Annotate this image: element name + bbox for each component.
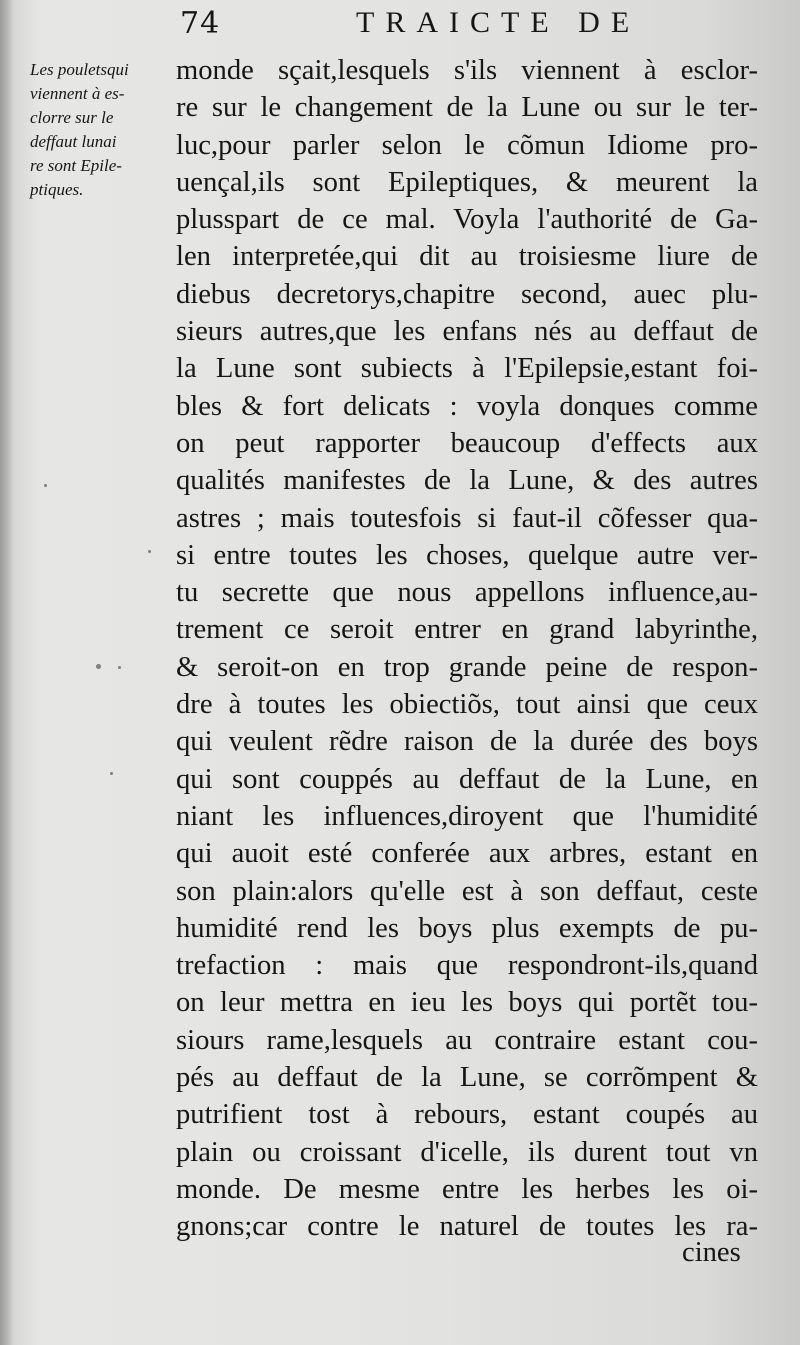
text-line: la Lune sont subiects à l'Epilepsie,estant foi- [176, 353, 758, 385]
marginal-note-line: re sont Epile- [30, 156, 122, 175]
text-line: son plain:alors qu'elle est à son deffaut, ceste [176, 875, 758, 907]
catchword: cines [682, 1237, 741, 1268]
marginal-note-line: Les pouletsqui [30, 60, 129, 79]
text-line: dre à toutes les obiectiõs, tout ainsi que ceux [176, 689, 758, 721]
marginal-note-line: clorre sur le [30, 108, 114, 127]
text-line: qui sont couppés au deffaut de la Lune, en [176, 763, 758, 795]
page-number: 74 [180, 6, 221, 41]
text-line: qui veulent rẽdre raison de la durée des boys [176, 726, 758, 758]
text-line: si entre toutes les choses, quelque autre ver- [176, 539, 758, 571]
ink-speck [96, 664, 101, 669]
body-text [176, 52, 758, 1246]
text-line: sieurs autres,que les enfans nés au deffaut de [176, 316, 758, 348]
text-line: trefaction : mais que respondront-ils,quand [176, 950, 758, 982]
ink-speck [44, 484, 47, 487]
ink-speck [118, 666, 121, 669]
gutter-shadow [0, 0, 14, 1345]
text-line: bles & fort delicats : voyla donques comme [176, 390, 758, 422]
text-line: re sur le changement de la Lune ou sur le ter- [176, 92, 758, 124]
text-line: uençal,ils sont Epileptiques, & meurent la [176, 166, 758, 198]
text-line: on peut rapporter beaucoup d'effects aux [176, 427, 758, 459]
text-line: len interpretée,qui dit au troisiesme liure de [176, 241, 758, 273]
text-line: qualités manifestes de la Lune, & des autres [176, 465, 758, 497]
text-line: luc,pour parler selon le cõmun Idiome pro- [176, 129, 758, 161]
text-line: monde sçait,lesquels s'ils viennent à esclor- [176, 55, 758, 86]
text-line: on leur mettra en ieu les boys qui portẽt tou- [176, 987, 758, 1019]
text-line: plain ou croissant d'icelle, ils durent tout vn [176, 1136, 758, 1168]
text-line: tu secrette que nous appellons influence,au- [176, 577, 758, 609]
text-line: monde. De mesme entre les herbes les oi- [176, 1173, 758, 1205]
marginal-note-line: deffaut lunai [30, 132, 117, 151]
text-line: qui auoit esté conferée aux arbres, estant en [176, 838, 758, 870]
text-line: & seroit-on en trop grande peine de respon- [176, 651, 758, 683]
text-line: astres ; mais toutesfois si faut-il cõfesser qua- [176, 502, 758, 534]
marginal-note-line: viennent à es- [30, 84, 125, 103]
text-line: gnons;car contre le naturel de toutes les ra- [176, 1211, 758, 1243]
text-line: siours rame,lesquels au contraire estant cou- [176, 1024, 758, 1056]
ink-speck [110, 772, 113, 775]
ink-speck [148, 550, 151, 553]
text-line: plusspart de ce mal. Voyla l'authorité de Ga- [176, 204, 758, 236]
text-line: trement ce seroit entrer en grand labyrinthe, [176, 614, 758, 646]
text-line: niant les influences,diroyent que l'humidité [176, 800, 758, 832]
text-line: putrifient tost à rebours, estant coupés au [176, 1099, 758, 1131]
running-head: TRAICTE DE [356, 6, 641, 39]
text-line: humidité rend les boys plus exempts de pu- [176, 912, 758, 944]
marginal-note-line: ptiques. [30, 180, 84, 199]
marginal-note [30, 58, 180, 202]
text-line: diebus decretorys,chapitre second, auec plu- [176, 278, 758, 310]
text-line: pés au deffaut de la Lune, se corrõmpent & [176, 1062, 758, 1094]
